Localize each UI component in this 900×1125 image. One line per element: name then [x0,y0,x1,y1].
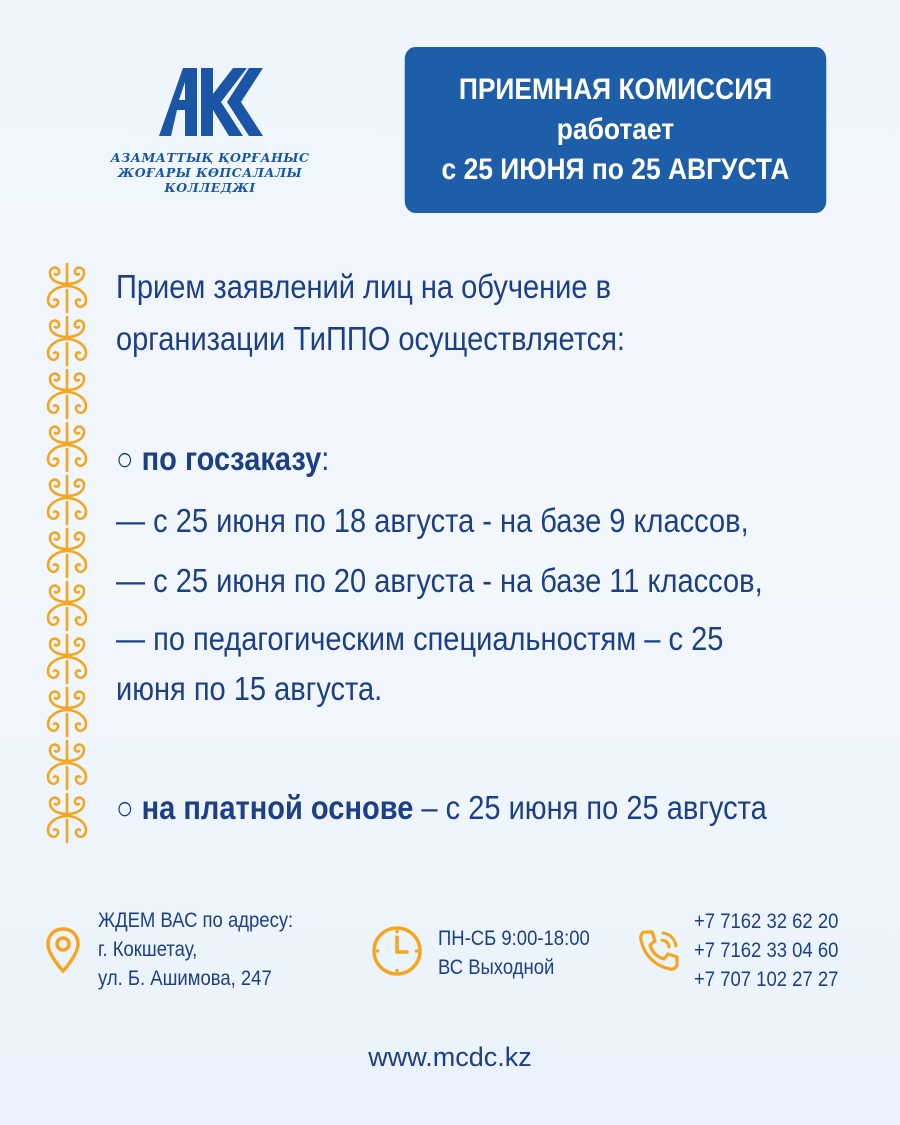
phone-number-1[interactable]: +7 7162 32 62 20 [694,910,839,933]
ornament-segment [48,317,86,365]
phone-number-2[interactable]: +7 7162 33 04 60 [694,939,839,962]
ornament-segment [48,794,86,842]
clock-icon [370,924,424,978]
ornament-segment [48,688,86,736]
college-logo-icon [157,64,267,144]
paid-basis-line: ○ на платной основе – с 25 июня по 25 августа [116,789,767,826]
banner-subtitle: работает [556,113,675,146]
ornament-segment [48,423,86,471]
intro-line-2: организации ТиППО осуществляется: [116,320,625,357]
ornament-segment [48,741,86,789]
intro-line-1: Прием заявлений лиц на обучение в [116,268,611,305]
phone-numbers [694,907,838,994]
address-block: ЖДЕМ ВАС по адресу: г. Кокшетау, ул. Б. Ашимова, 247 [98,909,294,990]
kazakh-ornament-border [40,258,95,850]
ornament-segment [48,529,86,577]
state-order-item-1: — с 25 июня по 18 августа - на базе 9 классов, [116,502,749,539]
location-pin-icon [44,926,82,974]
banner-dates: с 25 ИЮНЯ по 25 АВГУСТА [441,153,790,186]
college-logo [95,60,325,205]
phone-icon [634,926,684,976]
state-order-item-3-cont: июня по 15 августа. [116,670,383,707]
ornament-segment [48,635,86,683]
ornament-segment [48,476,86,524]
ornament-segment [48,370,86,418]
phone-number-3[interactable]: +7 707 102 27 27 [694,968,839,991]
website-link[interactable]: www.mcdc.kz [368,1042,532,1072]
banner-title: ПРИЕМНАЯ КОМИССИЯ [458,73,773,106]
state-order-item-3: — по педагогическим специальностям – с 25 [116,620,724,657]
ornament-segment [48,582,86,630]
state-order-item-2: — с 25 июня по 20 августа - на базе 11 классов, [116,562,763,599]
state-order-heading: ○ по госзаказу: [116,440,330,477]
working-hours: ПН-СБ 9:00-18:00 ВС Выходной [438,927,590,979]
admission-banner [405,47,827,213]
ornament-segment [48,264,86,312]
college-logo-caption: АЗАМАТТЫҚ ҚОРҒАНЫС ЖОҒАРЫ КӨПСАЛАЛЫ КОЛЛЕДЖІ [110,150,310,195]
